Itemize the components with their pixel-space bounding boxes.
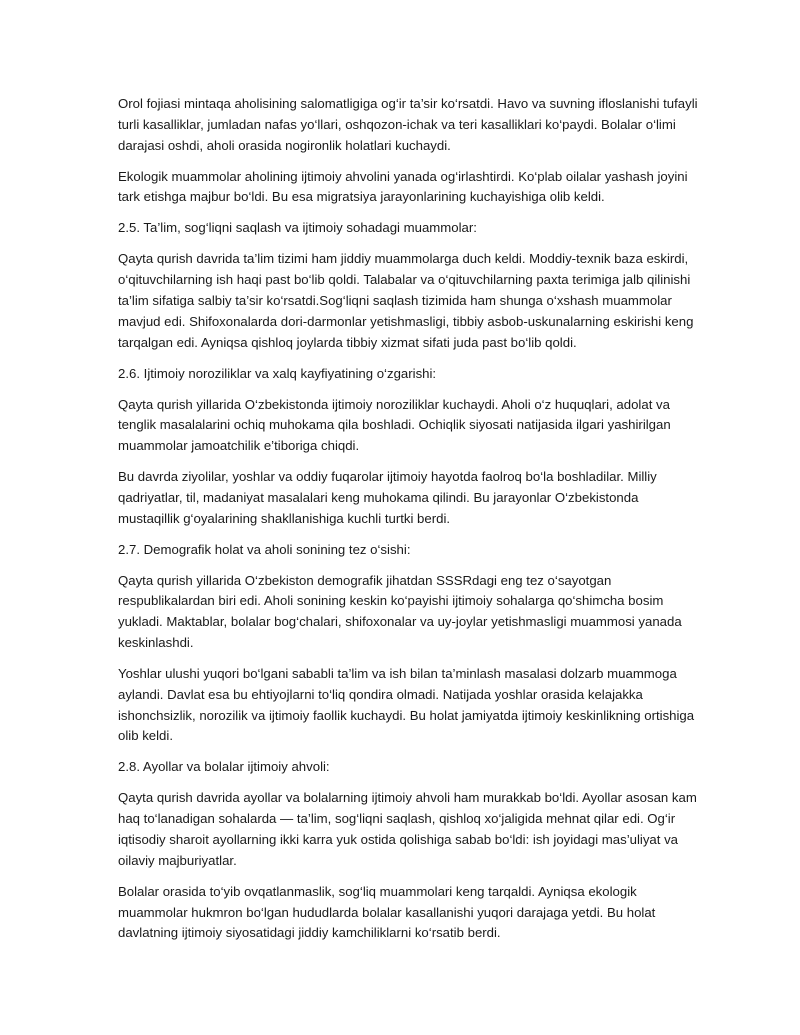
section-heading: 2.8. Ayollar va bolalar ijtimoiy ahvoli: — [118, 759, 330, 775]
paragraph: Ekologik muammolar aholining ijtimoiy ahvolini yanada og‘irlashtirdi. Ko‘plab oilalar yashash joyini tark etishga majbur bo‘ldi. Bu esa migratsiya jarayonlarining kuchayishiga olib keldi. — [118, 168, 688, 205]
document-page — [118, 94, 698, 954]
paragraph: Bolalar orasida to‘yib ovqatlanmaslik, sog‘liq muammolari keng tarqaldi. Ayniqsa ekologik muammolar hukmron bo‘lgan hududlarda bolalar kasallanishi yuqori darajaga yetdi. Bu holat davlatning ijtimoiy siyosatidagi jiddiy kamchiliklarni ko‘rsatib berdi. — [118, 883, 656, 941]
paragraph: Bu davrda ziyolilar, yoshlar va oddiy fuqarolar ijtimoiy hayotda faolroq bo‘la boshladilar. Milliy qadriyatlar, til, madaniyat masalalari keng muhokama qilindi. Bu jarayonlar O‘zbekistonda mustaqillik g‘oyalarining shakllanishiga kuchli turtki berdi. — [118, 469, 657, 526]
section-heading: 2.7. Demografik holat va aholi sonining tez o‘sishi: — [118, 541, 411, 557]
paragraph: Orol fojiasi mintaqa aholisining salomatligiga og‘ir ta’sir ko‘rsatdi. Havo va suvning ifloslanishi tufayli turli kasalliklar, jumladan nafas yo‘llari, oshqozon-ichak va teri kasalliklari ko‘paydi. Bolalar o‘limi darajasi oshdi, aholi orasida nogironlik holatlari kuchaydi. — [118, 96, 698, 153]
paragraph: Yoshlar ulushi yuqori bo‘lgani sababli ta’lim va ish bilan ta’minlash masalasi dolzarb muammoga aylandi. Davlat esa bu ehtiyojlarni to‘liq qondira olmadi. Natijada yoshlar orasida kelajakka ishonchsizlik, norozilik va ijtimoiy faollik kuchaydi. Bu holat jamiyatda ijtimoiy keskinlikning ortishiga olib keldi. — [118, 666, 695, 744]
paragraph: Qayta qurish davrida ta’lim tizimi ham jiddiy muammolarga duch keldi. Moddiy-texnik baza eskirdi, o‘qituvchilarning ish haqi past bo‘lib qoldi. Talabalar va o‘qituvchilarning paxta terimiga jalb qilinishi ta’lim sifatiga salbiy ta’sir ko‘rsatdi.Sog‘liqni saqlash tizimida ham shunga o‘xshash muammolar mavjud edi. Shifoxonalarda dori-darmonlar yetishmasligi, tibbiy asbob-uskunalarning eskirishi keng tarqalgan edi. Ayniqsa qishloq joylarda tibbiy xizmat sifati juda past bo‘lib qoldi. — [118, 251, 694, 350]
paragraph: Qayta qurish yillarida O‘zbekiston demografik jihatdan SSSRdagi eng tez o‘sayotgan respublikalardan biri edi. Aholi sonining keskin ko‘payishi ijtimoiy sohalarga qo‘shimcha bosim yukladi. Maktablar, bolalar bog‘chalari, shifoxonalar va uy-joylar yetishmasligi muammosi yanada keskinlashdi. — [118, 572, 682, 651]
paragraph: Qayta qurish davrida ayollar va bolalarning ijtimoiy ahvoli ham murakkab bo‘ldi. Ayollar asosan kam haq to‘lanadigan sohalarda — ta’lim, sog‘liqni saqlash, qishloq xo‘jaligida mehnat qilar edi. Og‘ir iqtisodiy sharoit ayollarning ikki karra yuk ostida qolishiga sabab bo‘ldi: ish joyidagi mas’uliyat va oilaviy majburiyatlar. — [118, 790, 697, 868]
section-heading: 2.5. Ta’lim, sog‘liqni saqlash va ijtimoiy sohadagi muammolar: — [118, 220, 477, 236]
section-heading: 2.6. Ijtimoiy noroziliklar va xalq kayfiyatining o‘zgarishi: — [118, 365, 437, 381]
paragraph: Qayta qurish yillarida O‘zbekistonda ijtimoiy noroziliklar kuchaydi. Aholi o‘z huquqlari, adolat va tenglik masalalarini ochiq muhokama qila boshladi. Ochiqlik siyosati natijasida ilgari yashirilgan muammolar jamoatchilik e’tiboriga chiqdi. — [118, 396, 671, 454]
